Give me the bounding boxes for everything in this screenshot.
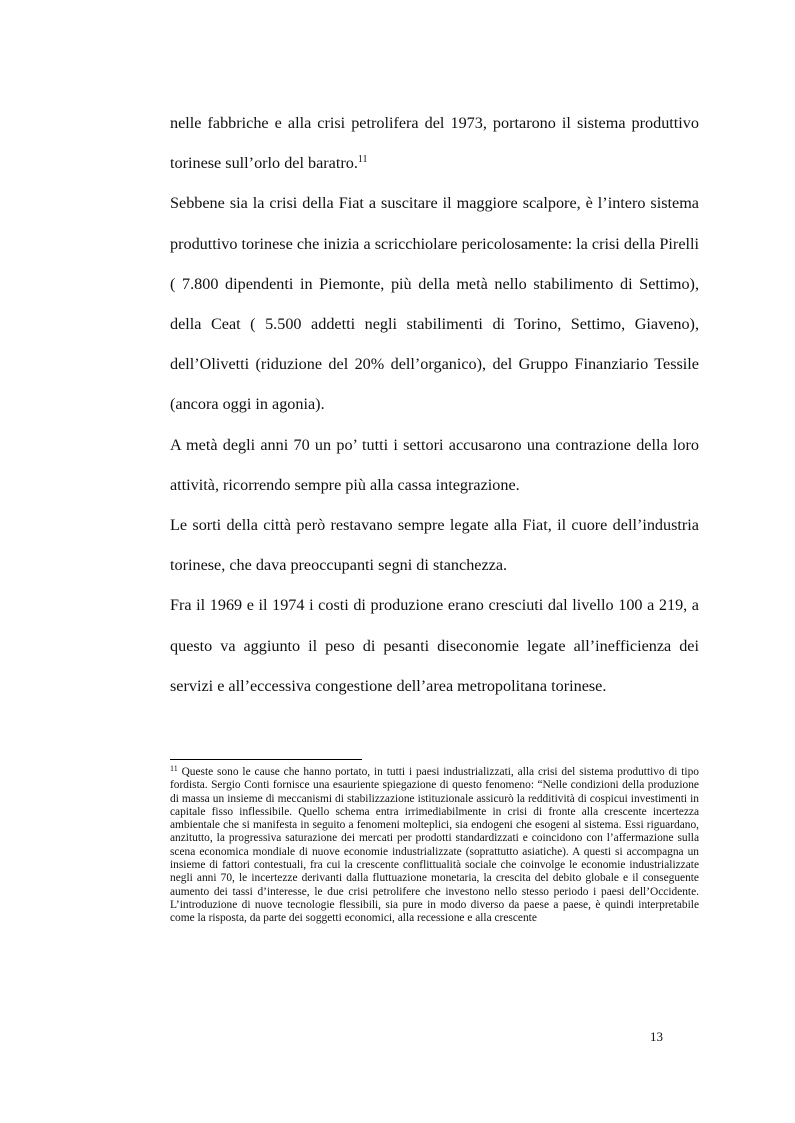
- footnote-reference[interactable]: 11: [357, 154, 368, 166]
- body-text: [170, 103, 699, 706]
- paragraph-3: A metà degli anni 70 un po’ tutti i settori accusarono una contrazione della loro attività, ricorrendo sempre più alla cassa integrazione.: [170, 435, 699, 494]
- paragraph-1: [170, 103, 699, 183]
- paragraph-1-text: nelle fabbriche e alla crisi petrolifera del 1973, portarono il sistema produttivo torinese sull’orlo del baratro.: [170, 114, 699, 173]
- page-number: 13: [650, 1029, 663, 1044]
- paragraph-2: Sebbene sia la crisi della Fiat a suscitare il maggiore scalpore, è l’intero sistema produttivo torinese che inizia a scricchiolare pericolosamente: la crisi della Pirelli ( 7.800 dipendenti in Piemonte, più della metà nello stabilimento di Settimo), della Ceat ( 5.500 addetti negli stabilimenti di Torino, Settimo, Giaveno), dell’Olivetti (riduzione del 20% dell’organico), del Gruppo Finanziario Tessile (ancora oggi in agonia).: [170, 194, 699, 414]
- footnote: [170, 766, 699, 926]
- paragraph-4: Le sorti della città però restavano sempre legate alla Fiat, il cuore dell’industria torinese, che dava preoccupanti segni di stanchezza.: [170, 516, 699, 575]
- paragraph-5: Fra il 1969 e il 1974 i costi di produzione erano cresciuti dal livello 100 a 219, a questo va aggiunto il peso di pesanti diseconomie legate all’inefficienza dei servizi e all’eccessiva congestione dell’area metropolitana torinese.: [170, 596, 699, 695]
- footnote-number: 11: [170, 764, 178, 773]
- footnote-separator: [170, 759, 362, 760]
- footnote-text: Queste sono le cause che hanno portato, in tutti i paesi industrializzati, alla crisi del sistema produttivo di tipo fordista. Sergio Conti fornisce una esauriente spiegazione di questo fenomeno: “Nelle condizioni della produzione di massa un insieme di meccanismi di stabilizzazione istituzionale assicurò la redditività di cospicui investimenti in capitale fisso inflessibile. Quello schema entra irrimediabilmente in crisi di fronte alla crescente incertezza ambientale che si manifesta in seguito a fenomeni molteplici, sia endogeni che esogeni al sistema. Essi riguardano, anzitutto, la progressiva saturazione dei mercati per prodotti standardizzati e coincidono con l’affermazione sulla scena economica mondiale di nuove economie industrializzate (soprattutto asiatiche). A questi si accompagna un insieme di fattori contestuali, fra cui la crescente conflittualità sociale che coinvolge le economie industrializzate negli anni 70, le incertezze derivanti dalla fluttuazione monetaria, la crescita del debito globale e il conseguente aumento dei tassi d’interesse, le due crisi petrolifere che investono nello stesso periodo i paesi dell’Occidente. L’introduzione di nuove tecnologie flessibili, sia pure in modo diverso da paese a paese, è quindi interpretabile come la risposta, da parte dei soggetti economici, alla recessione e alla crescente: [170, 766, 699, 925]
